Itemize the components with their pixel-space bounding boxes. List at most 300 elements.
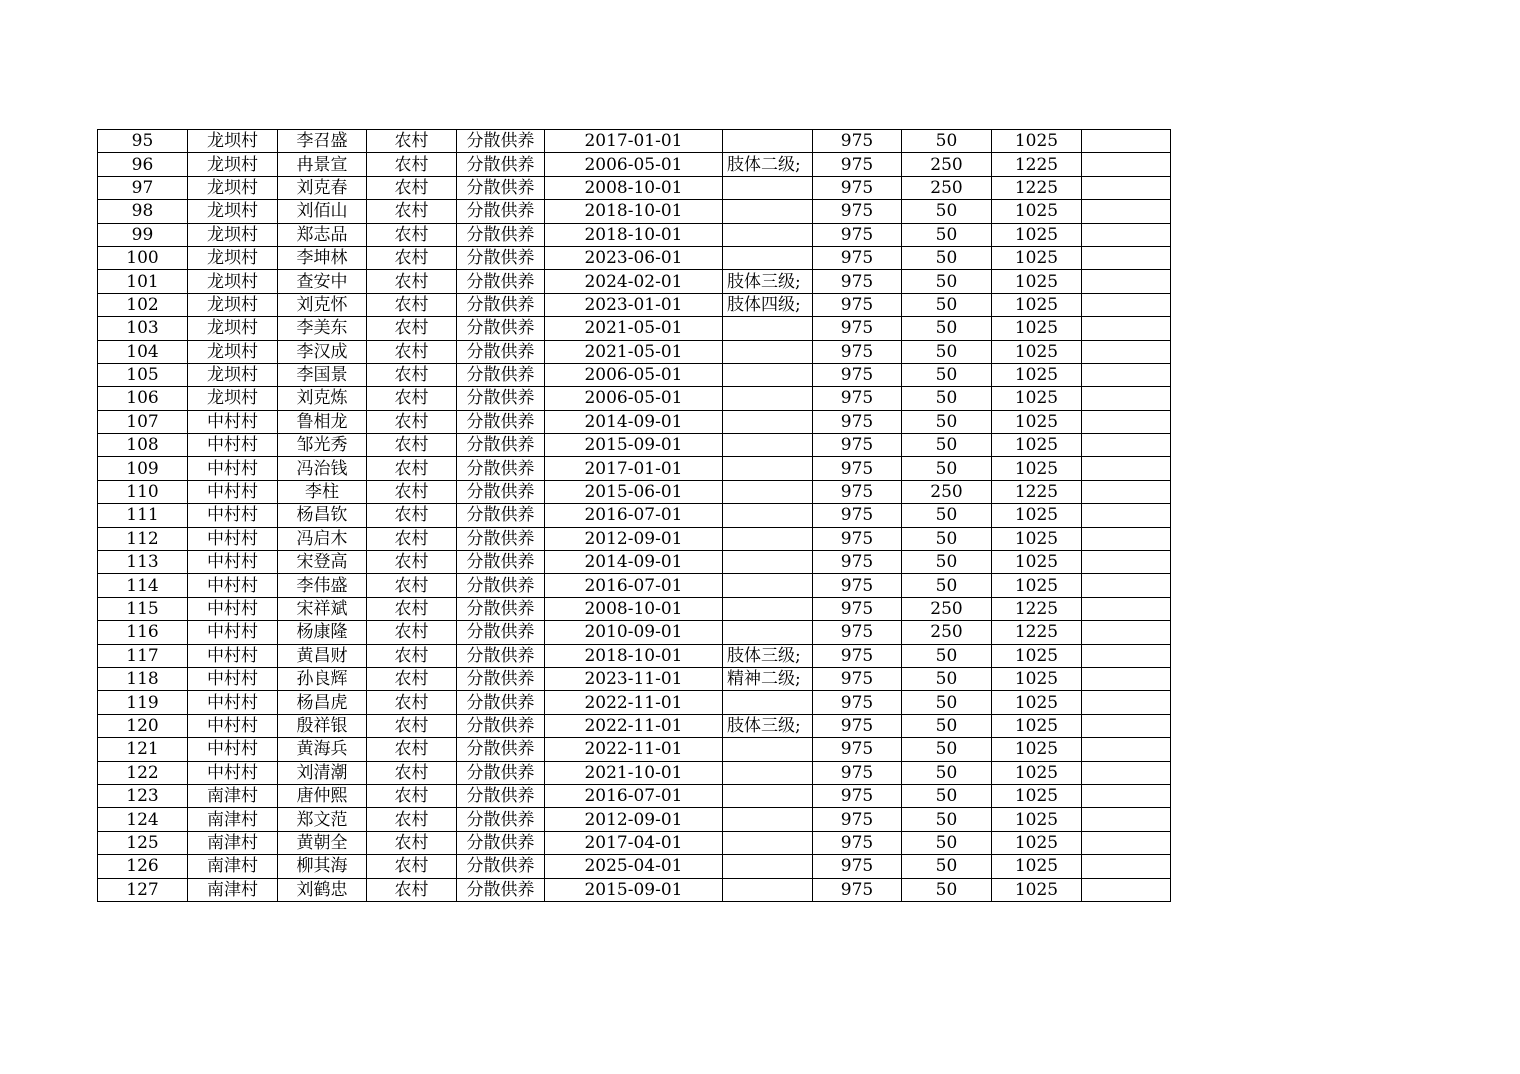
table-row (98, 387, 1171, 410)
total-amount-cell: 1025 (992, 808, 1082, 831)
base-amount-cell: 975 (813, 200, 902, 223)
base-amount-cell: 975 (813, 340, 902, 363)
total-amount-cell: 1025 (992, 574, 1082, 597)
extra-amount-cell: 250 (902, 597, 992, 620)
total-amount-cell: 1025 (992, 223, 1082, 246)
row-number-cell: 111 (98, 504, 188, 527)
name-cell: 刘克怀 (278, 293, 367, 316)
base-amount-cell: 975 (813, 527, 902, 550)
support-mode-cell: 分散供养 (457, 574, 545, 597)
support-mode-cell: 分散供养 (457, 597, 545, 620)
support-mode-cell: 分散供养 (457, 644, 545, 667)
household-type-cell: 农村 (367, 176, 457, 199)
name-cell: 冯治钱 (278, 457, 367, 480)
household-type-cell: 农村 (367, 223, 457, 246)
total-amount-cell: 1025 (992, 363, 1082, 386)
table-row (98, 504, 1171, 527)
village-cell: 中村村 (188, 738, 278, 761)
note-cell (1082, 317, 1171, 340)
household-type-cell: 农村 (367, 644, 457, 667)
village-cell: 龙坝村 (188, 130, 278, 153)
name-cell: 黄海兵 (278, 738, 367, 761)
support-mode-cell: 分散供养 (457, 808, 545, 831)
base-amount-cell: 975 (813, 153, 902, 176)
extra-amount-cell: 50 (902, 246, 992, 269)
name-cell: 李国景 (278, 363, 367, 386)
base-amount-cell: 975 (813, 621, 902, 644)
village-cell: 龙坝村 (188, 363, 278, 386)
table-row (98, 831, 1171, 854)
total-amount-cell: 1025 (992, 784, 1082, 807)
start-date-cell: 2018-10-01 (545, 200, 723, 223)
base-amount-cell: 975 (813, 761, 902, 784)
total-amount-cell: 1025 (992, 317, 1082, 340)
household-type-cell: 农村 (367, 317, 457, 340)
total-amount-cell: 1025 (992, 293, 1082, 316)
row-number-cell: 96 (98, 153, 188, 176)
village-cell: 龙坝村 (188, 246, 278, 269)
village-cell: 南津村 (188, 855, 278, 878)
start-date-cell: 2022-11-01 (545, 738, 723, 761)
note-cell (1082, 878, 1171, 901)
note-cell (1082, 527, 1171, 550)
start-date-cell: 2017-04-01 (545, 831, 723, 854)
village-cell: 龙坝村 (188, 293, 278, 316)
base-amount-cell: 975 (813, 784, 902, 807)
start-date-cell: 2016-07-01 (545, 574, 723, 597)
disability-cell (723, 761, 813, 784)
start-date-cell: 2023-06-01 (545, 246, 723, 269)
base-amount-cell: 975 (813, 831, 902, 854)
table-row (98, 761, 1171, 784)
note-cell (1082, 176, 1171, 199)
row-number-cell: 106 (98, 387, 188, 410)
household-type-cell: 农村 (367, 784, 457, 807)
start-date-cell: 2008-10-01 (545, 176, 723, 199)
disability-cell (723, 855, 813, 878)
start-date-cell: 2022-11-01 (545, 691, 723, 714)
support-mode-cell: 分散供养 (457, 270, 545, 293)
total-amount-cell: 1025 (992, 340, 1082, 363)
support-mode-cell: 分散供养 (457, 691, 545, 714)
extra-amount-cell: 50 (902, 504, 992, 527)
start-date-cell: 2023-11-01 (545, 667, 723, 690)
table-row (98, 667, 1171, 690)
name-cell: 宋登高 (278, 551, 367, 574)
row-number-cell: 121 (98, 738, 188, 761)
row-number-cell: 99 (98, 223, 188, 246)
note-cell (1082, 457, 1171, 480)
household-type-cell: 农村 (367, 363, 457, 386)
base-amount-cell: 975 (813, 574, 902, 597)
name-cell: 刘佰山 (278, 200, 367, 223)
note-cell (1082, 597, 1171, 620)
disability-cell: 肢体四级; (723, 293, 813, 316)
base-amount-cell: 975 (813, 387, 902, 410)
row-number-cell: 112 (98, 527, 188, 550)
row-number-cell: 100 (98, 246, 188, 269)
support-mode-cell: 分散供养 (457, 878, 545, 901)
name-cell: 杨昌虎 (278, 691, 367, 714)
table-row (98, 457, 1171, 480)
extra-amount-cell: 50 (902, 808, 992, 831)
disability-cell (723, 527, 813, 550)
note-cell (1082, 855, 1171, 878)
row-number-cell: 117 (98, 644, 188, 667)
name-cell: 邹光秀 (278, 434, 367, 457)
extra-amount-cell: 50 (902, 761, 992, 784)
extra-amount-cell: 50 (902, 223, 992, 246)
table-row (98, 784, 1171, 807)
village-cell: 中村村 (188, 504, 278, 527)
household-type-cell: 农村 (367, 457, 457, 480)
table-row (98, 340, 1171, 363)
extra-amount-cell: 50 (902, 387, 992, 410)
base-amount-cell: 975 (813, 878, 902, 901)
support-mode-cell: 分散供养 (457, 387, 545, 410)
start-date-cell: 2006-05-01 (545, 387, 723, 410)
total-amount-cell: 1025 (992, 831, 1082, 854)
row-number-cell: 119 (98, 691, 188, 714)
base-amount-cell: 975 (813, 363, 902, 386)
total-amount-cell: 1025 (992, 738, 1082, 761)
household-type-cell: 农村 (367, 246, 457, 269)
base-amount-cell: 975 (813, 223, 902, 246)
note-cell (1082, 246, 1171, 269)
start-date-cell: 2025-04-01 (545, 855, 723, 878)
start-date-cell: 2006-05-01 (545, 153, 723, 176)
village-cell: 南津村 (188, 784, 278, 807)
start-date-cell: 2017-01-01 (545, 130, 723, 153)
support-mode-cell: 分散供养 (457, 667, 545, 690)
note-cell (1082, 363, 1171, 386)
extra-amount-cell: 50 (902, 691, 992, 714)
table-row (98, 738, 1171, 761)
disability-cell (723, 878, 813, 901)
table-row (98, 878, 1171, 901)
note-cell (1082, 387, 1171, 410)
extra-amount-cell: 250 (902, 621, 992, 644)
row-number-cell: 95 (98, 130, 188, 153)
household-type-cell: 农村 (367, 410, 457, 433)
base-amount-cell: 975 (813, 410, 902, 433)
note-cell (1082, 153, 1171, 176)
village-cell: 中村村 (188, 574, 278, 597)
row-number-cell: 126 (98, 855, 188, 878)
total-amount-cell: 1025 (992, 527, 1082, 550)
base-amount-cell: 975 (813, 667, 902, 690)
beneficiary-table (97, 129, 1171, 902)
extra-amount-cell: 50 (902, 410, 992, 433)
start-date-cell: 2021-05-01 (545, 340, 723, 363)
total-amount-cell: 1025 (992, 504, 1082, 527)
base-amount-cell: 975 (813, 457, 902, 480)
support-mode-cell: 分散供养 (457, 410, 545, 433)
row-number-cell: 110 (98, 480, 188, 503)
base-amount-cell: 975 (813, 691, 902, 714)
start-date-cell: 2018-10-01 (545, 644, 723, 667)
household-type-cell: 农村 (367, 293, 457, 316)
village-cell: 中村村 (188, 434, 278, 457)
support-mode-cell: 分散供养 (457, 855, 545, 878)
table-row (98, 246, 1171, 269)
start-date-cell: 2012-09-01 (545, 527, 723, 550)
household-type-cell: 农村 (367, 340, 457, 363)
start-date-cell: 2022-11-01 (545, 714, 723, 737)
household-type-cell: 农村 (367, 738, 457, 761)
disability-cell (723, 504, 813, 527)
disability-cell (723, 597, 813, 620)
village-cell: 中村村 (188, 410, 278, 433)
name-cell: 鲁相龙 (278, 410, 367, 433)
village-cell: 中村村 (188, 551, 278, 574)
support-mode-cell: 分散供养 (457, 293, 545, 316)
name-cell: 殷祥银 (278, 714, 367, 737)
total-amount-cell: 1025 (992, 457, 1082, 480)
village-cell: 中村村 (188, 761, 278, 784)
note-cell (1082, 480, 1171, 503)
start-date-cell: 2021-10-01 (545, 761, 723, 784)
village-cell: 中村村 (188, 714, 278, 737)
row-number-cell: 116 (98, 621, 188, 644)
extra-amount-cell: 50 (902, 340, 992, 363)
village-cell: 中村村 (188, 691, 278, 714)
base-amount-cell: 975 (813, 130, 902, 153)
disability-cell (723, 363, 813, 386)
disability-cell: 肢体三级; (723, 644, 813, 667)
table-row (98, 200, 1171, 223)
village-cell: 中村村 (188, 457, 278, 480)
row-number-cell: 124 (98, 808, 188, 831)
row-number-cell: 122 (98, 761, 188, 784)
household-type-cell: 农村 (367, 597, 457, 620)
start-date-cell: 2016-07-01 (545, 784, 723, 807)
note-cell (1082, 761, 1171, 784)
total-amount-cell: 1025 (992, 691, 1082, 714)
name-cell: 郑志品 (278, 223, 367, 246)
extra-amount-cell: 50 (902, 363, 992, 386)
start-date-cell: 2008-10-01 (545, 597, 723, 620)
village-cell: 龙坝村 (188, 340, 278, 363)
note-cell (1082, 504, 1171, 527)
extra-amount-cell: 50 (902, 855, 992, 878)
name-cell: 刘清潮 (278, 761, 367, 784)
note-cell (1082, 130, 1171, 153)
extra-amount-cell: 250 (902, 176, 992, 199)
note-cell (1082, 667, 1171, 690)
total-amount-cell: 1025 (992, 434, 1082, 457)
table-row (98, 270, 1171, 293)
village-cell: 南津村 (188, 878, 278, 901)
base-amount-cell: 975 (813, 293, 902, 316)
name-cell: 李美东 (278, 317, 367, 340)
note-cell (1082, 621, 1171, 644)
base-amount-cell: 975 (813, 597, 902, 620)
base-amount-cell: 975 (813, 317, 902, 340)
disability-cell (723, 434, 813, 457)
row-number-cell: 101 (98, 270, 188, 293)
table-row (98, 808, 1171, 831)
total-amount-cell: 1225 (992, 480, 1082, 503)
note-cell (1082, 574, 1171, 597)
row-number-cell: 115 (98, 597, 188, 620)
note-cell (1082, 223, 1171, 246)
row-number-cell: 120 (98, 714, 188, 737)
name-cell: 孙良辉 (278, 667, 367, 690)
row-number-cell: 98 (98, 200, 188, 223)
table-row (98, 597, 1171, 620)
support-mode-cell: 分散供养 (457, 434, 545, 457)
extra-amount-cell: 50 (902, 714, 992, 737)
note-cell (1082, 293, 1171, 316)
extra-amount-cell: 50 (902, 130, 992, 153)
support-mode-cell: 分散供养 (457, 176, 545, 199)
total-amount-cell: 1025 (992, 714, 1082, 737)
household-type-cell: 农村 (367, 714, 457, 737)
total-amount-cell: 1025 (992, 130, 1082, 153)
disability-cell: 肢体三级; (723, 270, 813, 293)
household-type-cell: 农村 (367, 153, 457, 176)
extra-amount-cell: 50 (902, 738, 992, 761)
support-mode-cell: 分散供养 (457, 130, 545, 153)
village-cell: 龙坝村 (188, 317, 278, 340)
support-mode-cell: 分散供养 (457, 153, 545, 176)
village-cell: 龙坝村 (188, 270, 278, 293)
extra-amount-cell: 50 (902, 551, 992, 574)
total-amount-cell: 1025 (992, 246, 1082, 269)
start-date-cell: 2018-10-01 (545, 223, 723, 246)
row-number-cell: 107 (98, 410, 188, 433)
name-cell: 柳其海 (278, 855, 367, 878)
start-date-cell: 2014-09-01 (545, 551, 723, 574)
table-row (98, 363, 1171, 386)
row-number-cell: 108 (98, 434, 188, 457)
support-mode-cell: 分散供养 (457, 551, 545, 574)
start-date-cell: 2021-05-01 (545, 317, 723, 340)
name-cell: 李坤林 (278, 246, 367, 269)
table-row (98, 176, 1171, 199)
household-type-cell: 农村 (367, 808, 457, 831)
support-mode-cell: 分散供养 (457, 363, 545, 386)
disability-cell (723, 784, 813, 807)
table-row (98, 527, 1171, 550)
start-date-cell: 2023-01-01 (545, 293, 723, 316)
name-cell: 刘鹤忠 (278, 878, 367, 901)
row-number-cell: 118 (98, 667, 188, 690)
village-cell: 龙坝村 (188, 200, 278, 223)
extra-amount-cell: 50 (902, 434, 992, 457)
support-mode-cell: 分散供养 (457, 621, 545, 644)
extra-amount-cell: 50 (902, 878, 992, 901)
extra-amount-cell: 50 (902, 457, 992, 480)
row-number-cell: 123 (98, 784, 188, 807)
total-amount-cell: 1025 (992, 270, 1082, 293)
household-type-cell: 农村 (367, 434, 457, 457)
extra-amount-cell: 50 (902, 784, 992, 807)
total-amount-cell: 1025 (992, 761, 1082, 784)
row-number-cell: 109 (98, 457, 188, 480)
extra-amount-cell: 50 (902, 644, 992, 667)
note-cell (1082, 270, 1171, 293)
village-cell: 中村村 (188, 667, 278, 690)
village-cell: 中村村 (188, 480, 278, 503)
extra-amount-cell: 50 (902, 667, 992, 690)
support-mode-cell: 分散供养 (457, 831, 545, 854)
disability-cell (723, 200, 813, 223)
start-date-cell: 2016-07-01 (545, 504, 723, 527)
total-amount-cell: 1225 (992, 153, 1082, 176)
disability-cell (723, 738, 813, 761)
extra-amount-cell: 50 (902, 831, 992, 854)
disability-cell (723, 551, 813, 574)
household-type-cell: 农村 (367, 761, 457, 784)
note-cell (1082, 784, 1171, 807)
note-cell (1082, 200, 1171, 223)
note-cell (1082, 644, 1171, 667)
extra-amount-cell: 50 (902, 293, 992, 316)
base-amount-cell: 975 (813, 855, 902, 878)
table-row (98, 480, 1171, 503)
support-mode-cell: 分散供养 (457, 246, 545, 269)
start-date-cell: 2012-09-01 (545, 808, 723, 831)
support-mode-cell: 分散供养 (457, 504, 545, 527)
extra-amount-cell: 50 (902, 574, 992, 597)
household-type-cell: 农村 (367, 200, 457, 223)
base-amount-cell: 975 (813, 176, 902, 199)
disability-cell (723, 340, 813, 363)
start-date-cell: 2006-05-01 (545, 363, 723, 386)
note-cell (1082, 808, 1171, 831)
base-amount-cell: 975 (813, 246, 902, 269)
note-cell (1082, 551, 1171, 574)
village-cell: 龙坝村 (188, 176, 278, 199)
extra-amount-cell: 50 (902, 527, 992, 550)
household-type-cell: 农村 (367, 387, 457, 410)
table-row (98, 644, 1171, 667)
start-date-cell: 2015-06-01 (545, 480, 723, 503)
start-date-cell: 2015-09-01 (545, 878, 723, 901)
disability-cell (723, 691, 813, 714)
extra-amount-cell: 50 (902, 200, 992, 223)
disability-cell (723, 246, 813, 269)
name-cell: 刘克炼 (278, 387, 367, 410)
total-amount-cell: 1025 (992, 551, 1082, 574)
support-mode-cell: 分散供养 (457, 340, 545, 363)
disability-cell (723, 387, 813, 410)
row-number-cell: 105 (98, 363, 188, 386)
total-amount-cell: 1225 (992, 176, 1082, 199)
total-amount-cell: 1025 (992, 644, 1082, 667)
support-mode-cell: 分散供养 (457, 761, 545, 784)
note-cell (1082, 340, 1171, 363)
start-date-cell: 2010-09-01 (545, 621, 723, 644)
table-row (98, 691, 1171, 714)
disability-cell (723, 130, 813, 153)
base-amount-cell: 975 (813, 551, 902, 574)
base-amount-cell: 975 (813, 644, 902, 667)
disability-cell (723, 480, 813, 503)
total-amount-cell: 1025 (992, 855, 1082, 878)
table-row (98, 410, 1171, 433)
table-row (98, 130, 1171, 153)
name-cell: 查安中 (278, 270, 367, 293)
table-row (98, 855, 1171, 878)
table-row (98, 153, 1171, 176)
name-cell: 黄朝全 (278, 831, 367, 854)
row-number-cell: 114 (98, 574, 188, 597)
table-row (98, 223, 1171, 246)
household-type-cell: 农村 (367, 621, 457, 644)
